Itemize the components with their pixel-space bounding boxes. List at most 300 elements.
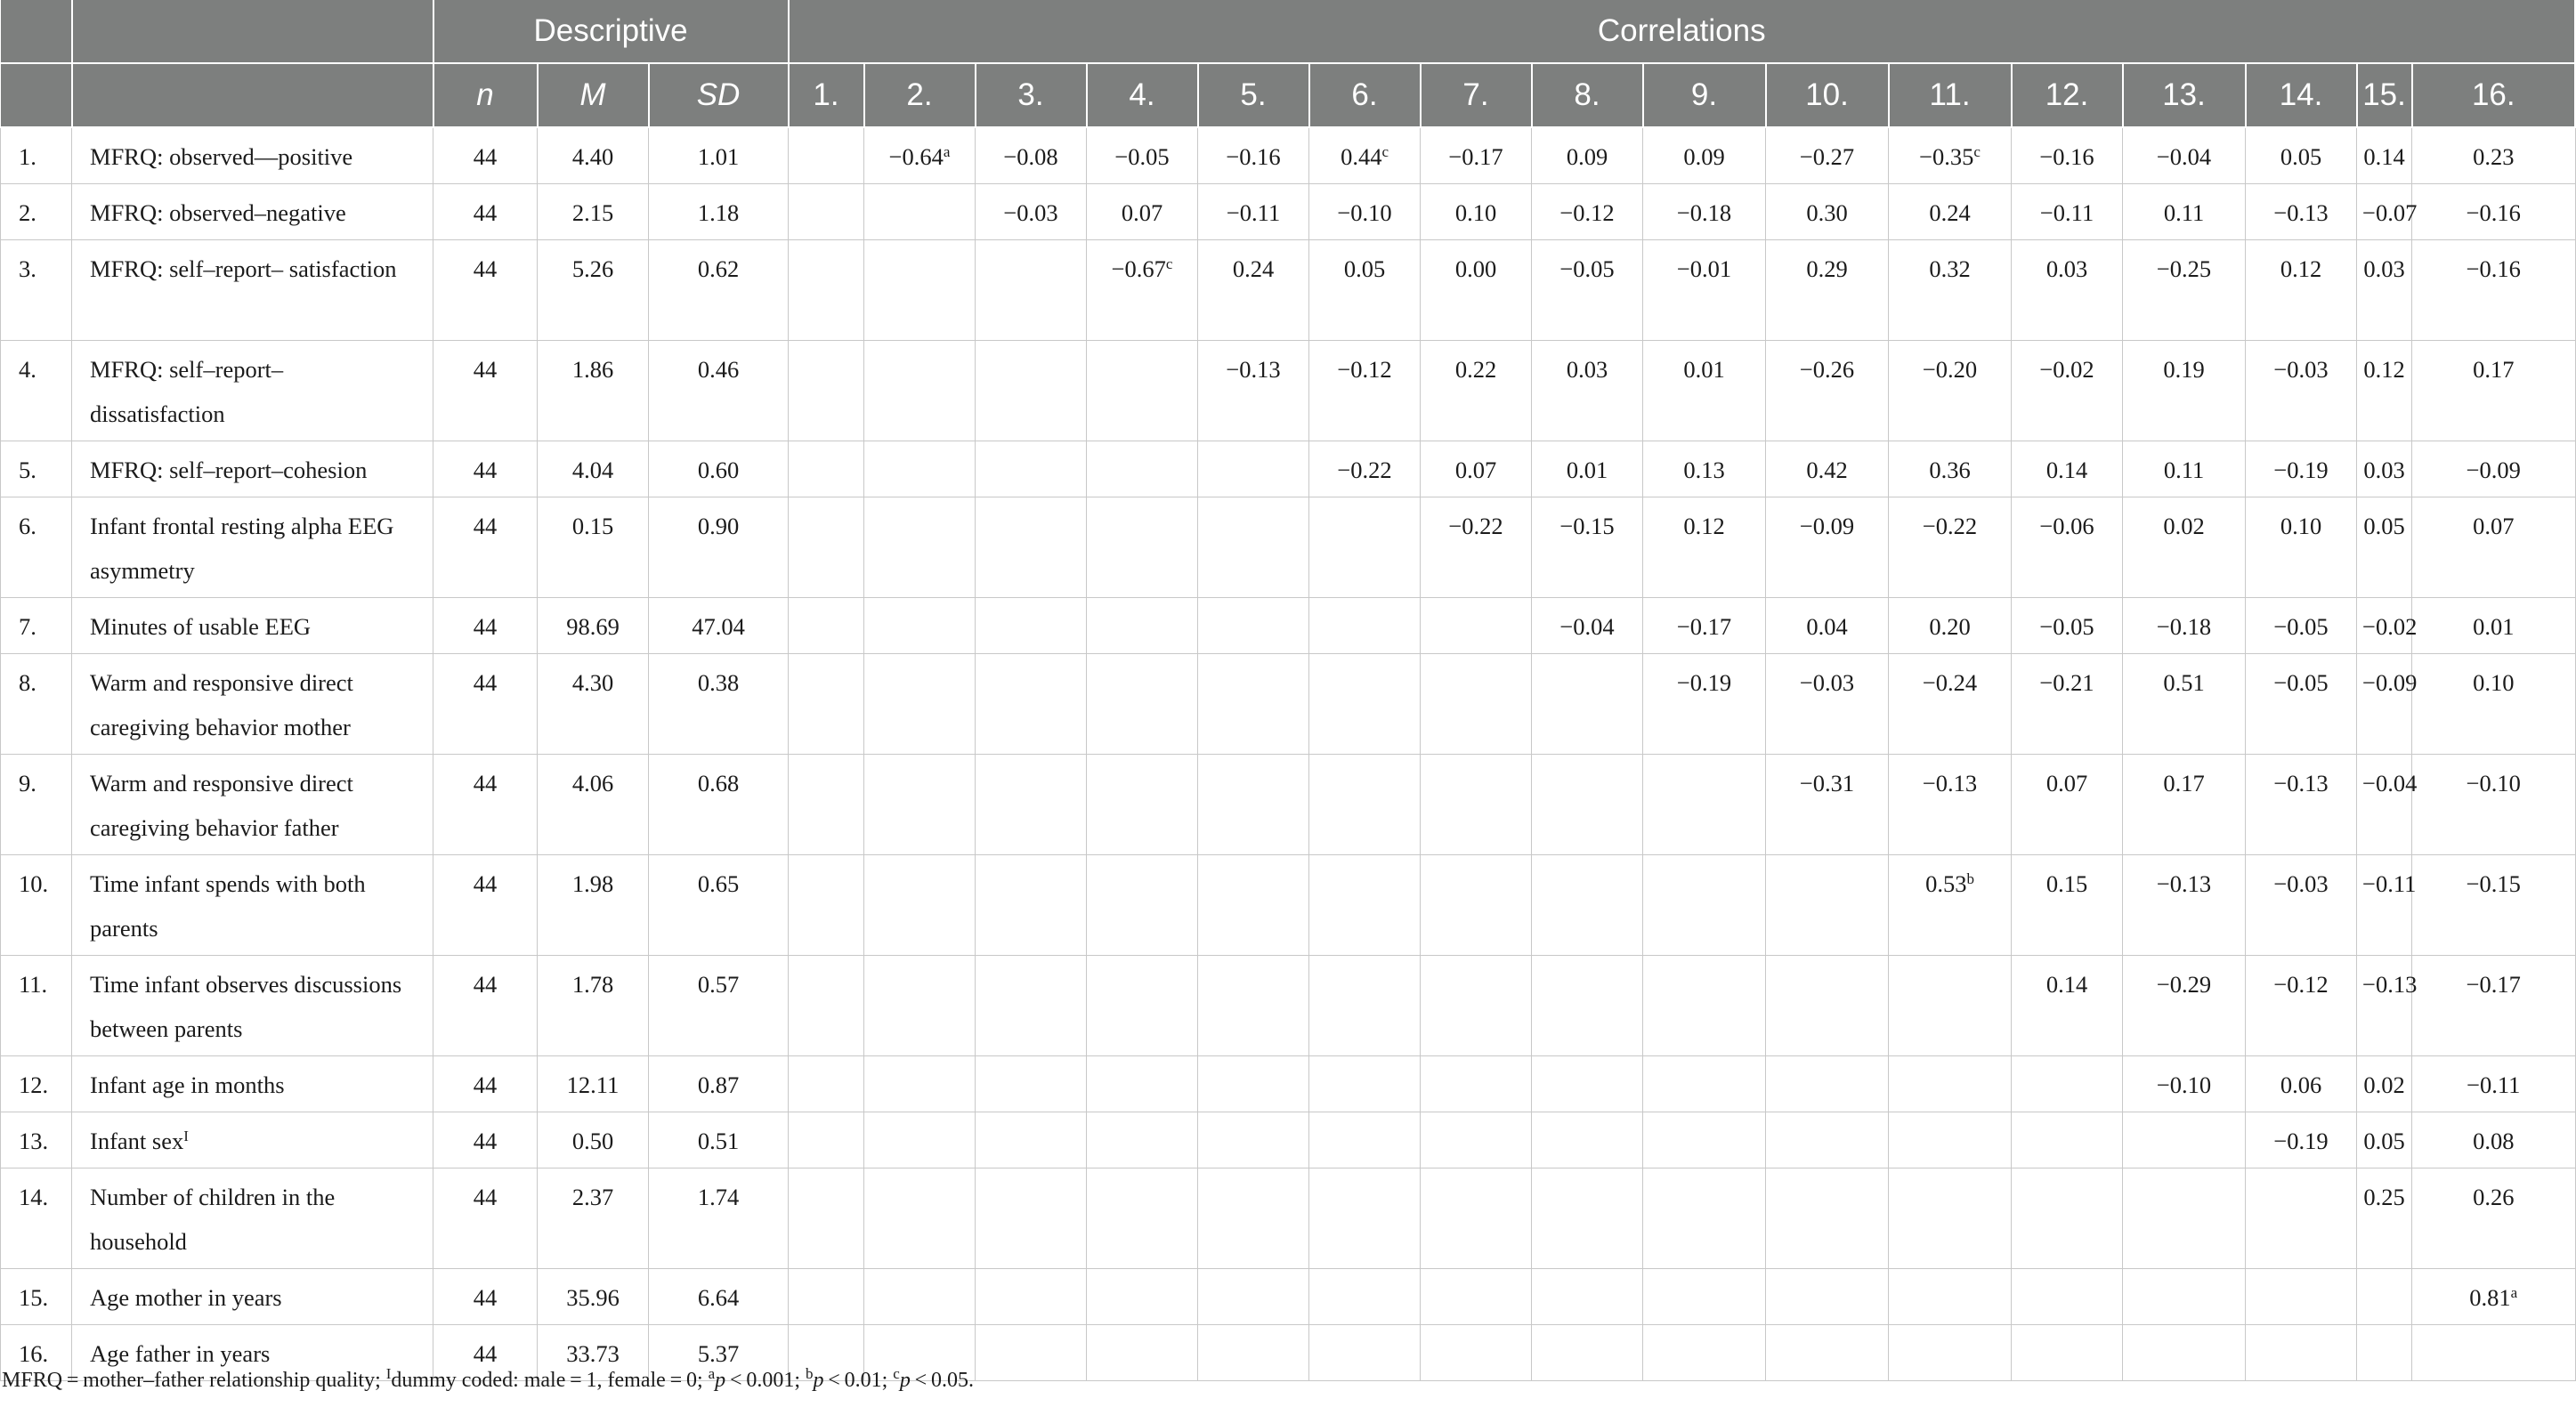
cell-sd (649, 598, 789, 654)
corr-number: 0.14 (2045, 457, 2088, 483)
corr-number: −0.08 (1003, 143, 1058, 170)
table-row (1, 598, 2576, 654)
corr-cell-12 (2012, 956, 2123, 1056)
corr-cell-2 (864, 956, 976, 1056)
corr-cell-10 (1766, 1056, 1889, 1112)
cell-sd-text: 0.62 (697, 255, 740, 282)
corr-cell-16 (2412, 240, 2575, 341)
corr-value (2251, 347, 2351, 392)
corr-value (2362, 1119, 2406, 1163)
corr-cell-14 (2246, 755, 2357, 855)
corr-value (2362, 1063, 2406, 1107)
corr-value (1648, 604, 1760, 649)
row-label-text: MFRQ: observed—positive (90, 143, 353, 170)
corr-number: 0.10 (1454, 199, 1497, 226)
cell-mean-text: 12.11 (566, 1071, 620, 1098)
row-label (72, 184, 433, 240)
corr-cell-12 (2012, 497, 2123, 598)
corr-number: −0.17 (1676, 613, 1732, 640)
row-index (1, 1112, 72, 1168)
cell-sd (649, 184, 789, 240)
corr-value (1426, 448, 1526, 492)
corr-value (2418, 660, 2569, 705)
corr-cell-8 (1532, 598, 1643, 654)
corr-number: 0.81 (2469, 1284, 2511, 1311)
corr-cell-5 (1198, 441, 1309, 497)
row-label-text: Age mother in years (90, 1284, 282, 1311)
corr-cell-11 (1889, 598, 2012, 654)
corr-number: −0.09 (1799, 513, 1855, 539)
corr-value (2017, 604, 2117, 649)
corr-number: −0.09 (2362, 669, 2418, 696)
corr-number: −0.16 (1226, 143, 1281, 170)
row-label-main: Infant sex (90, 1128, 184, 1154)
cell-mean (538, 755, 649, 855)
corr-cell-12 (2012, 240, 2123, 341)
corr-cell-14 (2246, 1056, 2357, 1112)
corr-cell-9 (1643, 441, 1766, 497)
corr-cell-15 (2357, 598, 2418, 654)
row-label-text: MFRQ: observed–negative (90, 199, 346, 226)
corr-significance-mark: c (1165, 255, 1173, 272)
corr-number: 0.11 (2163, 199, 2205, 226)
table-row (1, 755, 2576, 855)
row-index-text: 6. (19, 513, 36, 539)
corr-number: −0.13 (2273, 770, 2329, 796)
corr-cell-16 (2412, 755, 2575, 855)
header-corr-col-10: 10. (1766, 63, 1889, 127)
corr-value (2017, 190, 2117, 235)
corr-cell-5 (1198, 1269, 1309, 1325)
header-group-correlations: Correlations (789, 0, 2575, 63)
cell-sd-text: 0.90 (697, 513, 740, 539)
table-row (1, 240, 2576, 341)
row-index (1, 598, 72, 654)
corr-cell-12 (2012, 1269, 2123, 1325)
corr-value (1648, 448, 1760, 492)
corr-number: 0.05 (1343, 255, 1386, 282)
corr-number: −0.03 (1799, 669, 1855, 696)
cell-n (433, 654, 538, 755)
corr-value (2128, 1063, 2240, 1107)
corr-cell-9 (1643, 184, 1766, 240)
corr-value (2362, 962, 2418, 1007)
corr-cell-10 (1766, 1269, 1889, 1325)
corr-cell-14 (2246, 184, 2357, 240)
corr-number: 0.29 (1806, 255, 1848, 282)
corr-value (2362, 134, 2406, 179)
corr-number: 0.19 (2163, 356, 2205, 383)
table-row (1, 497, 2576, 598)
corr-number: −0.19 (2273, 1128, 2329, 1154)
cell-n (433, 240, 538, 341)
table-row (1, 956, 2576, 1056)
corr-number: −0.22 (1922, 513, 1978, 539)
row-label-text (90, 1119, 415, 1163)
row-index-text: 11. (19, 971, 48, 998)
corr-cell-14 (2246, 1168, 2357, 1269)
row-label-text: Infant frontal resting alpha EEG asymmetry (90, 513, 394, 584)
corr-number: −0.10 (1337, 199, 1392, 226)
corr-number: 0.02 (2363, 1071, 2405, 1098)
corr-value (1894, 761, 2005, 805)
corr-number: −0.11 (2362, 870, 2417, 897)
corr-cell-4 (1087, 1112, 1198, 1168)
corr-cell-11 (1889, 1168, 2012, 1269)
corr-number: −0.13 (2273, 199, 2329, 226)
corr-number: −0.05 (2273, 669, 2329, 696)
corr-cell-1 (789, 855, 864, 956)
footnote-c-p: p (899, 1369, 911, 1392)
corr-cell-14 (2246, 598, 2357, 654)
corr-cell-1 (789, 1112, 864, 1168)
cell-mean (538, 127, 649, 184)
corr-cell-15 (2357, 1168, 2412, 1269)
row-label-text: MFRQ: self–report–cohesion (90, 457, 368, 483)
corr-value (2418, 247, 2569, 291)
corr-value (2362, 604, 2418, 649)
corr-number: −0.18 (2156, 613, 2212, 640)
corr-number: −0.01 (1676, 255, 1732, 282)
row-label (72, 654, 433, 755)
corr-cell-16 (2412, 654, 2575, 755)
corr-value (2017, 962, 2117, 1007)
header-mean: M (538, 63, 649, 127)
corr-value (2418, 1119, 2569, 1163)
cell-sd-text: 0.46 (697, 356, 740, 383)
corr-cell-12 (2012, 598, 2123, 654)
corr-cell-1 (789, 956, 864, 1056)
row-index (1, 654, 72, 755)
row-label (72, 1112, 433, 1168)
corr-value (2418, 347, 2569, 392)
footnote-a-text: < 0.001; (725, 1369, 806, 1392)
corr-number: 0.05 (2363, 513, 2405, 539)
corr-cell-1 (789, 497, 864, 598)
corr-number: 0.17 (2163, 770, 2205, 796)
corr-value (2017, 504, 2117, 548)
table-row (1, 184, 2576, 240)
cell-mean-text: 4.06 (571, 770, 614, 796)
table-row (1, 855, 2576, 956)
row-label-superscript: I (183, 1128, 189, 1144)
row-index (1, 1056, 72, 1112)
corr-value (1894, 604, 2005, 649)
corr-cell-1 (789, 654, 864, 755)
corr-cell-2 (864, 1269, 976, 1325)
corr-number: 0.26 (2473, 1184, 2515, 1210)
corr-cell-11 (1889, 127, 2012, 184)
cell-mean-text: 4.04 (571, 457, 614, 483)
corr-number: 0.30 (1806, 199, 1848, 226)
corr-significance-mark: c (1973, 143, 1981, 160)
row-label (72, 755, 433, 855)
corr-number: −0.18 (1676, 199, 1732, 226)
corr-cell-10 (1766, 855, 1889, 956)
corr-value (1426, 190, 1526, 235)
corr-cell-9 (1643, 654, 1766, 755)
corr-cell-5 (1198, 855, 1309, 956)
cell-sd-text: 0.38 (697, 669, 740, 696)
corr-value (981, 190, 1081, 235)
corr-value (2128, 660, 2240, 705)
cell-n-text: 44 (473, 870, 498, 897)
corr-cell-14 (2246, 127, 2357, 184)
corr-number: −0.12 (1337, 356, 1392, 383)
corr-cell-13 (2123, 654, 2246, 755)
corr-cell-4 (1087, 497, 1198, 598)
corr-number: −0.12 (2273, 971, 2329, 998)
footnote-b-text: < 0.01; (823, 1369, 894, 1392)
corr-value (1771, 761, 1883, 805)
corr-number: −0.12 (1559, 199, 1615, 226)
corr-value (1771, 504, 1883, 548)
corr-cell-5 (1198, 341, 1309, 441)
row-label (72, 598, 433, 654)
cell-n-text: 44 (473, 199, 498, 226)
cell-mean-text: 1.78 (571, 971, 614, 998)
corr-cell-10 (1766, 240, 1889, 341)
corr-cell-4 (1087, 127, 1198, 184)
cell-n (433, 184, 538, 240)
corr-value (870, 134, 969, 179)
corr-cell-6 (1309, 956, 1421, 1056)
corr-cell-8 (1532, 1269, 1643, 1325)
cell-mean-text: 98.69 (566, 613, 620, 640)
cell-mean-text: 1.98 (571, 870, 614, 897)
corr-number: −0.25 (2156, 255, 2212, 282)
corr-cell-7 (1421, 240, 1532, 341)
corr-value (2128, 604, 2240, 649)
corr-cell-7 (1421, 755, 1532, 855)
corr-value (1771, 190, 1883, 235)
cell-sd (649, 341, 789, 441)
corr-number: 0.22 (1454, 356, 1497, 383)
corr-cell-10 (1766, 1325, 1889, 1381)
corr-number: −0.31 (1799, 770, 1855, 796)
corr-value (2251, 1063, 2351, 1107)
corr-cell-8 (1532, 184, 1643, 240)
corr-number: −0.20 (1922, 356, 1978, 383)
corr-value (2418, 448, 2569, 492)
corr-cell-3 (976, 1056, 1087, 1112)
corr-number: 0.03 (2045, 255, 2088, 282)
corr-cell-14 (2246, 956, 2357, 1056)
corr-cell-3 (976, 441, 1087, 497)
corr-cell-12 (2012, 1325, 2123, 1381)
corr-number: −0.21 (2039, 669, 2094, 696)
corr-cell-3 (976, 1269, 1087, 1325)
cell-mean-text: 35.96 (566, 1284, 620, 1311)
cell-n-text: 44 (473, 356, 498, 383)
corr-number: 0.15 (2045, 870, 2088, 897)
corr-cell-6 (1309, 441, 1421, 497)
corr-significance-mark: a (2510, 1284, 2518, 1301)
corr-number: −0.10 (2466, 770, 2521, 796)
cell-sd (649, 240, 789, 341)
corr-cell-13 (2123, 855, 2246, 956)
header-n: n (433, 63, 538, 127)
corr-value (2418, 761, 2569, 805)
corr-cell-5 (1198, 956, 1309, 1056)
corr-value (1537, 448, 1637, 492)
corr-value (2251, 190, 2351, 235)
corr-cell-4 (1087, 1056, 1198, 1112)
corr-cell-15 (2357, 1269, 2412, 1325)
row-label (72, 240, 433, 341)
corr-cell-4 (1087, 184, 1198, 240)
corr-value (2418, 604, 2569, 649)
header-corr-col-9: 9. (1643, 63, 1766, 127)
corr-number: 0.36 (1929, 457, 1971, 483)
corr-cell-8 (1532, 755, 1643, 855)
cell-sd (649, 441, 789, 497)
cell-sd-text: 0.51 (697, 1128, 740, 1154)
corr-value (2017, 347, 2117, 392)
corr-cell-15 (2357, 497, 2412, 598)
corr-number: −0.22 (1337, 457, 1392, 483)
corr-cell-2 (864, 1056, 976, 1112)
corr-value (2251, 504, 2351, 548)
corr-number: 0.24 (1232, 255, 1275, 282)
corr-value (2418, 1275, 2569, 1320)
footnote-a-mark: a (708, 1365, 716, 1382)
row-label (72, 341, 433, 441)
corr-cell-8 (1532, 654, 1643, 755)
cell-n (433, 956, 538, 1056)
row-index (1, 1168, 72, 1269)
corr-number: 0.07 (2473, 513, 2515, 539)
corr-value (2251, 761, 2351, 805)
footnote-a-p: p (715, 1369, 726, 1392)
corr-number: −0.16 (2039, 143, 2094, 170)
cell-n (433, 127, 538, 184)
corr-cell-13 (2123, 956, 2246, 1056)
corr-number: 0.03 (2363, 255, 2405, 282)
corr-cell-10 (1766, 127, 1889, 184)
row-index (1, 441, 72, 497)
cell-mean-text: 0.15 (571, 513, 614, 539)
corr-number: 0.07 (1121, 199, 1163, 226)
corr-cell-13 (2123, 240, 2246, 341)
corr-number: −0.02 (2362, 613, 2418, 640)
corr-number: 0.06 (2280, 1071, 2322, 1098)
cell-n-text: 44 (473, 1128, 498, 1154)
corr-cell-14 (2246, 1112, 2357, 1168)
cell-mean (538, 240, 649, 341)
corr-number: −0.13 (2156, 870, 2212, 897)
table-row (1, 1112, 2576, 1168)
corr-value (2362, 861, 2417, 906)
corr-cell-15 (2357, 240, 2412, 341)
corr-cell-11 (1889, 441, 2012, 497)
corr-cell-12 (2012, 1168, 2123, 1269)
row-label-text: Warm and responsive direct caregiving behavior mother (90, 669, 353, 740)
corr-cell-9 (1643, 1325, 1766, 1381)
corr-number: 0.09 (1566, 143, 1608, 170)
corr-cell-11 (1889, 1325, 2012, 1381)
corr-cell-2 (864, 654, 976, 755)
row-label-text: Number of children in the household (90, 1184, 336, 1255)
corr-cell-11 (1889, 1269, 2012, 1325)
corr-cell-4 (1087, 598, 1198, 654)
header-blank-label (72, 0, 433, 63)
corr-cell-5 (1198, 654, 1309, 755)
corr-number: 0.00 (1454, 255, 1497, 282)
corr-cell-16 (2412, 1056, 2575, 1112)
cell-mean (538, 341, 649, 441)
corr-value (1771, 448, 1883, 492)
cell-sd (649, 127, 789, 184)
corr-value (2362, 660, 2418, 705)
corr-value (1315, 190, 1414, 235)
corr-cell-6 (1309, 240, 1421, 341)
corr-cell-5 (1198, 1112, 1309, 1168)
corr-value (2128, 504, 2240, 548)
corr-cell-13 (2123, 127, 2246, 184)
corr-number: −0.29 (2156, 971, 2212, 998)
corr-cell-1 (789, 341, 864, 441)
header-blank-index (1, 0, 72, 63)
corr-cell-7 (1421, 127, 1532, 184)
corr-cell-6 (1309, 855, 1421, 956)
cell-sd-text: 0.68 (697, 770, 740, 796)
corr-value (2362, 347, 2406, 392)
row-label (72, 441, 433, 497)
cell-sd (649, 1269, 789, 1325)
corr-cell-16 (2412, 341, 2575, 441)
cell-n-text: 44 (473, 1071, 498, 1098)
corr-cell-9 (1643, 598, 1766, 654)
corr-number: 0.01 (1566, 457, 1608, 483)
corr-cell-4 (1087, 1168, 1198, 1269)
corr-value (1426, 247, 1526, 291)
corr-value (1537, 347, 1637, 392)
corr-cell-6 (1309, 755, 1421, 855)
corr-cell-3 (976, 240, 1087, 341)
corr-number: 0.09 (1683, 143, 1725, 170)
corr-cell-13 (2123, 497, 2246, 598)
corr-cell-2 (864, 127, 976, 184)
corr-cell-13 (2123, 755, 2246, 855)
corr-cell-2 (864, 755, 976, 855)
corr-cell-16 (2412, 497, 2575, 598)
corr-value (1426, 504, 1526, 548)
corr-number: 0.42 (1806, 457, 1848, 483)
corr-cell-15 (2357, 184, 2418, 240)
corr-cell-12 (2012, 1112, 2123, 1168)
corr-value (2251, 134, 2351, 179)
corr-number: 0.24 (1929, 199, 1971, 226)
cell-sd-text: 47.04 (692, 613, 745, 640)
corr-number: 0.07 (1454, 457, 1497, 483)
corr-value (2128, 861, 2240, 906)
cell-sd (649, 497, 789, 598)
corr-number: 0.03 (1566, 356, 1608, 383)
table-row (1, 1269, 2576, 1325)
row-index (1, 956, 72, 1056)
corr-cell-3 (976, 341, 1087, 441)
cell-mean (538, 184, 649, 240)
row-index-text: 10. (19, 870, 49, 897)
cell-n (433, 341, 538, 441)
cell-n (433, 1269, 538, 1325)
corr-cell-16 (2412, 1269, 2575, 1325)
corr-value (1537, 190, 1637, 235)
cell-mean (538, 1056, 649, 1112)
corr-number: 0.20 (1929, 613, 1971, 640)
corr-number: −0.05 (2273, 613, 2329, 640)
